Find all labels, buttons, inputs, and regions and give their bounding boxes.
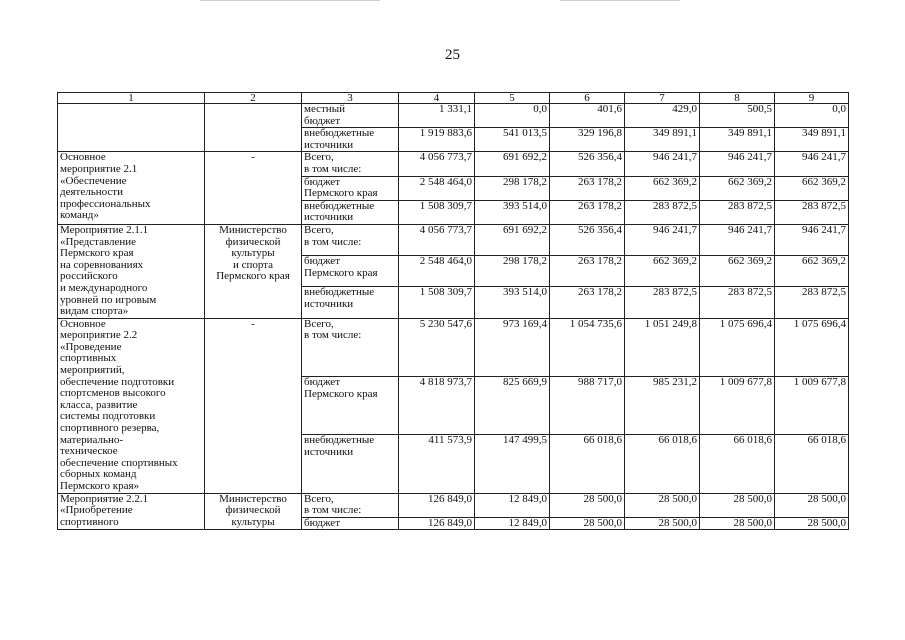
- value-cell: 349 891,1: [775, 128, 849, 152]
- value-cell: 283 872,5: [775, 287, 849, 318]
- executor-cell: Министерство физической культуры и спорта Пермского края: [205, 224, 302, 318]
- value-cell: 66 018,6: [700, 435, 775, 493]
- value-cell: 4 056 773,7: [399, 152, 475, 176]
- value-cell: 1 508 309,7: [399, 200, 475, 224]
- value-cell: 662 369,2: [775, 176, 849, 200]
- value-cell: 5 230 547,6: [399, 318, 475, 376]
- value-cell: 973 169,4: [475, 318, 550, 376]
- table-row: [58, 493, 849, 517]
- continued-name-cell: [58, 104, 205, 152]
- funding-source-cell: местный бюджет: [302, 104, 399, 128]
- funding-source-cell: внебюджетные источники: [302, 128, 399, 152]
- value-cell: 946 241,7: [775, 224, 849, 255]
- value-cell: 283 872,5: [700, 200, 775, 224]
- value-cell: 393 514,0: [475, 200, 550, 224]
- value-cell: 662 369,2: [625, 256, 700, 287]
- continued-executor-cell: [205, 104, 302, 152]
- value-cell: 946 241,7: [625, 152, 700, 176]
- value-cell: 1 051 249,8: [625, 318, 700, 376]
- value-cell: 263 178,2: [550, 256, 625, 287]
- value-cell: 28 500,0: [700, 517, 775, 530]
- funding-source-cell: бюджет Пермского края: [302, 256, 399, 287]
- executor-cell: -: [205, 318, 302, 493]
- funding-source-cell: бюджет Пермского края: [302, 176, 399, 200]
- value-cell: 946 241,7: [700, 152, 775, 176]
- value-cell: 12 849,0: [475, 517, 550, 530]
- table-row: [58, 318, 849, 376]
- funding-source-cell: Всего, в том числе:: [302, 224, 399, 255]
- funding-source-cell: внебюджетные источники: [302, 435, 399, 493]
- value-cell: 298 178,2: [475, 176, 550, 200]
- executor-cell: Министерство физической культуры: [205, 493, 302, 530]
- column-number-row: [58, 93, 849, 104]
- value-cell: 28 500,0: [775, 517, 849, 530]
- value-cell: 393 514,0: [475, 287, 550, 318]
- value-cell: 1 054 735,6: [550, 318, 625, 376]
- value-cell: 28 500,0: [775, 493, 849, 517]
- value-cell: 946 241,7: [700, 224, 775, 255]
- value-cell: 1 075 696,4: [700, 318, 775, 376]
- value-cell: 283 872,5: [625, 287, 700, 318]
- value-cell: 1 919 883,6: [399, 128, 475, 152]
- value-cell: 263 178,2: [550, 200, 625, 224]
- value-cell: 946 241,7: [775, 152, 849, 176]
- value-cell: 662 369,2: [625, 176, 700, 200]
- value-cell: 1 508 309,7: [399, 287, 475, 318]
- funding-source-cell: бюджет: [302, 517, 399, 530]
- page-number: 25: [445, 47, 460, 63]
- value-cell: 263 178,2: [550, 287, 625, 318]
- value-cell: 401,6: [550, 104, 625, 128]
- column-header: 3: [302, 93, 399, 104]
- value-cell: 283 872,5: [775, 200, 849, 224]
- table-row: [58, 224, 849, 255]
- column-header: 4: [399, 93, 475, 104]
- value-cell: 1 331,1: [399, 104, 475, 128]
- value-cell: 988 717,0: [550, 376, 625, 434]
- funding-source-cell: Всего, в том числе:: [302, 318, 399, 376]
- value-cell: 147 499,5: [475, 435, 550, 493]
- activity-name-cell: Мероприятие 2.2.1 «Приобретение спортивного: [58, 493, 205, 530]
- value-cell: 526 356,4: [550, 224, 625, 255]
- table-row: [58, 104, 849, 128]
- value-cell: 4 056 773,7: [399, 224, 475, 255]
- column-header: 5: [475, 93, 550, 104]
- column-header: 9: [775, 93, 849, 104]
- scan-edge-line: [560, 0, 680, 1]
- value-cell: 429,0: [625, 104, 700, 128]
- funding-source-cell: внебюджетные источники: [302, 287, 399, 318]
- funding-source-cell: Всего, в том числе:: [302, 493, 399, 517]
- activity-name-cell: Основное мероприятие 2.1 «Обеспечение деятельности профессиональных команд»: [58, 152, 205, 225]
- scan-edge-line: [200, 0, 380, 1]
- value-cell: 0,0: [775, 104, 849, 128]
- funding-source-cell: Всего, в том числе:: [302, 152, 399, 176]
- column-header: 8: [700, 93, 775, 104]
- column-header: 1: [58, 93, 205, 104]
- value-cell: 662 369,2: [700, 256, 775, 287]
- value-cell: 2 548 464,0: [399, 176, 475, 200]
- value-cell: 526 356,4: [550, 152, 625, 176]
- value-cell: 66 018,6: [550, 435, 625, 493]
- value-cell: 126 849,0: [399, 493, 475, 517]
- value-cell: 66 018,6: [625, 435, 700, 493]
- funding-source-cell: бюджет Пермского края: [302, 376, 399, 434]
- funding-source-cell: внебюджетные источники: [302, 200, 399, 224]
- executor-cell: -: [205, 152, 302, 225]
- value-cell: 349 891,1: [625, 128, 700, 152]
- value-cell: 662 369,2: [775, 256, 849, 287]
- value-cell: 28 500,0: [550, 493, 625, 517]
- budget-table: [57, 92, 849, 530]
- value-cell: 825 669,9: [475, 376, 550, 434]
- activity-name-cell: Мероприятие 2.1.1 «Представление Пермского края на соревнованиях российского и международного уровней по игровым видам спорта»: [58, 224, 205, 318]
- value-cell: 662 369,2: [700, 176, 775, 200]
- value-cell: 126 849,0: [399, 517, 475, 530]
- value-cell: 28 500,0: [625, 493, 700, 517]
- column-header: 2: [205, 93, 302, 104]
- value-cell: 691 692,2: [475, 152, 550, 176]
- value-cell: 28 500,0: [625, 517, 700, 530]
- value-cell: 349 891,1: [700, 128, 775, 152]
- value-cell: 500,5: [700, 104, 775, 128]
- table-row: [58, 152, 849, 176]
- value-cell: 691 692,2: [475, 224, 550, 255]
- value-cell: 2 548 464,0: [399, 256, 475, 287]
- value-cell: 1 075 696,4: [775, 318, 849, 376]
- activity-name-cell: Основное мероприятие 2.2 «Проведение спортивных мероприятий, обеспечение подготовки спортсменов высокого класса, развитие системы подготовки спортивного резерва, материально- техническое обеспечение спортивных сборных команд Пермского края»: [58, 318, 205, 493]
- value-cell: 329 196,8: [550, 128, 625, 152]
- value-cell: 4 818 973,7: [399, 376, 475, 434]
- value-cell: 263 178,2: [550, 176, 625, 200]
- value-cell: 28 500,0: [550, 517, 625, 530]
- column-header: 7: [625, 93, 700, 104]
- value-cell: 283 872,5: [700, 287, 775, 318]
- value-cell: 541 013,5: [475, 128, 550, 152]
- value-cell: 298 178,2: [475, 256, 550, 287]
- value-cell: 283 872,5: [625, 200, 700, 224]
- column-header: 6: [550, 93, 625, 104]
- value-cell: 411 573,9: [399, 435, 475, 493]
- value-cell: 28 500,0: [700, 493, 775, 517]
- value-cell: 66 018,6: [775, 435, 849, 493]
- value-cell: 946 241,7: [625, 224, 700, 255]
- value-cell: 1 009 677,8: [775, 376, 849, 434]
- value-cell: 985 231,2: [625, 376, 700, 434]
- value-cell: 12 849,0: [475, 493, 550, 517]
- value-cell: 1 009 677,8: [700, 376, 775, 434]
- value-cell: 0,0: [475, 104, 550, 128]
